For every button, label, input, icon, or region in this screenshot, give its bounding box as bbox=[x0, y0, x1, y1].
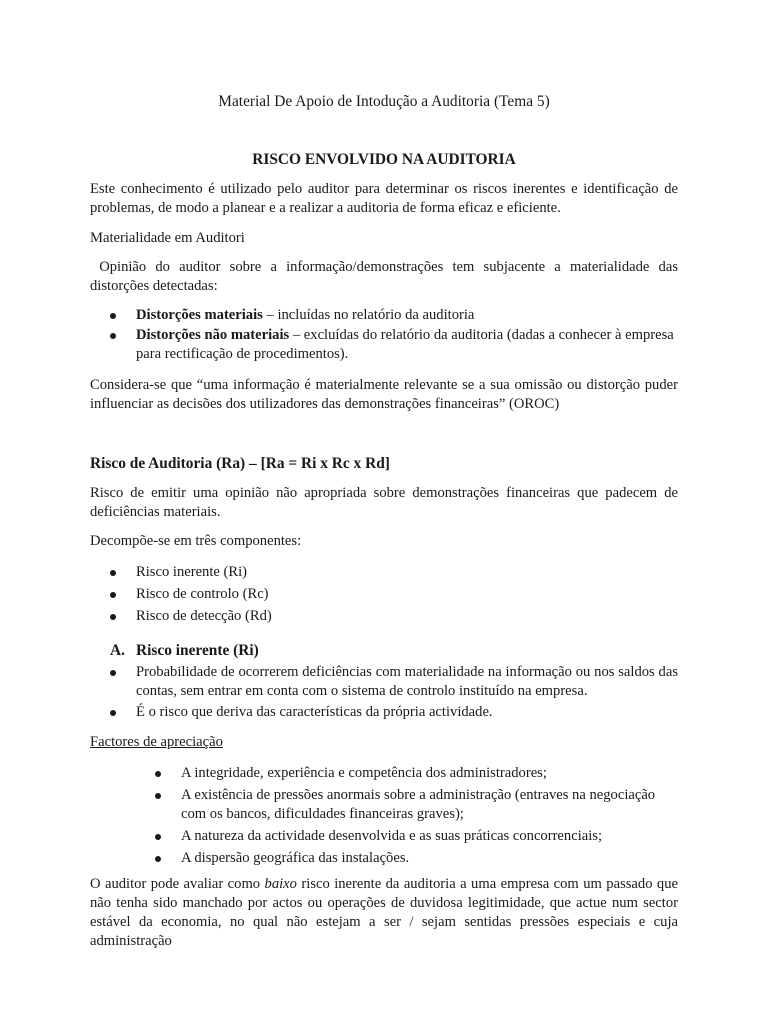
bullet-icon bbox=[110, 614, 116, 620]
distorcoes-list bbox=[136, 306, 678, 364]
list-item bbox=[181, 786, 678, 824]
list-item bbox=[136, 563, 678, 582]
factores-list bbox=[181, 764, 678, 868]
bullet-icon bbox=[155, 793, 161, 799]
list-item-bold: Distorções materiais bbox=[136, 307, 263, 323]
list-item bbox=[136, 585, 678, 604]
list-item-text: Risco inerente (Ri) bbox=[136, 564, 248, 580]
bullet-icon bbox=[110, 333, 116, 339]
list-item-text: Risco de detecção (Rd) bbox=[136, 608, 272, 624]
bullet-icon bbox=[110, 592, 116, 598]
factores-heading: Factores de apreciação bbox=[90, 734, 223, 750]
list-item bbox=[136, 703, 678, 722]
bullet-icon bbox=[110, 710, 116, 716]
section-title: RISCO ENVOLVIDO NA AUDITORIA bbox=[252, 151, 516, 168]
list-item-text: – incluídas no relatório da auditoria bbox=[262, 307, 475, 323]
closing-paragraph bbox=[90, 875, 678, 951]
list-item-text: Risco de controlo (Rc) bbox=[136, 586, 269, 602]
sub-heading-a bbox=[110, 641, 678, 660]
list-item-text: – excluídas do relatório da auditoria (dadas a conhecer à empresa para rectificação de procedimentos). bbox=[136, 327, 674, 362]
list-item-text: Probabilidade de ocorrerem deficiências com materialidade na informação ou nos saldos das contas, sem entrar em conta com o sistema de controlo instituído na empresa. bbox=[136, 664, 678, 699]
componentes-list bbox=[136, 563, 678, 626]
bullet-icon bbox=[155, 834, 161, 840]
list-item-text: A integridade, experiência e competência dos administradores; bbox=[181, 765, 547, 781]
inerente-list bbox=[136, 663, 678, 722]
list-item-text: É o risco que deriva das características da própria actividade. bbox=[136, 704, 493, 720]
sub-heading-title: Risco inerente (Ri) bbox=[136, 642, 259, 659]
list-item-text: A dispersão geográfica das instalações. bbox=[181, 850, 410, 866]
document-title: Material De Apoio de Intodução a Auditoria (Tema 5) bbox=[218, 93, 550, 110]
list-item bbox=[181, 827, 678, 846]
closing-text-start: O auditor pode avaliar como bbox=[90, 876, 265, 892]
sub-heading-label: A. bbox=[110, 642, 125, 659]
risco-auditoria-heading: Risco de Auditoria (Ra) – [Ra = Ri x Rc x Rd] bbox=[90, 455, 390, 472]
list-item bbox=[136, 306, 678, 325]
list-item bbox=[136, 326, 678, 364]
closing-italic: baixo bbox=[264, 876, 297, 892]
list-item-text: A existência de pressões anormais sobre a administração (entraves na negociação com os bancos, dificuldades financeiras graves); bbox=[181, 787, 656, 822]
list-item bbox=[136, 607, 678, 626]
bullet-icon bbox=[110, 670, 116, 676]
list-item-text: A natureza da actividade desenvolvida e as suas práticas concorrenciais; bbox=[181, 828, 603, 844]
opiniao-paragraph: Opinião do auditor sobre a informação/demonstrações tem subjacente a materialidade das distorções detectadas: bbox=[90, 259, 682, 294]
intro-paragraph: Este conhecimento é utilizado pelo auditor para determinar os riscos inerentes e identificação de problemas, de modo a planear e a realizar a auditoria de forma eficaz e eficiente. bbox=[90, 181, 678, 216]
closing-text-end: risco inerente da auditoria a uma empresa com um passado que não tenha sido manchado por actos ou operações de duvidosa legitimidade, que actue num sector estável da economia, no qual não estejam a ser / sejam sentidas pressões especiais e cuja administração bbox=[90, 876, 678, 949]
materialidade-heading: Materialidade em Auditori bbox=[90, 230, 245, 246]
considera-paragraph: Considera-se que “uma informação é materialmente relevante se a sua omissão ou distorção puder influenciar as decisões dos utilizadores das demonstrações financeiras” (OROC) bbox=[90, 377, 678, 412]
bullet-icon bbox=[155, 856, 161, 862]
bullet-icon bbox=[110, 570, 116, 576]
decompoe-paragraph: Decompõe-se em três componentes: bbox=[90, 533, 302, 549]
bullet-icon bbox=[110, 313, 116, 319]
risco-definition: Risco de emitir uma opinião não apropriada sobre demonstrações financeiras que padecem de deficiências materiais. bbox=[90, 485, 678, 520]
list-item-bold: Distorções não materiais bbox=[136, 327, 290, 343]
list-item bbox=[181, 764, 678, 783]
bullet-icon bbox=[155, 771, 161, 777]
list-item bbox=[181, 849, 678, 868]
list-item bbox=[136, 663, 678, 701]
